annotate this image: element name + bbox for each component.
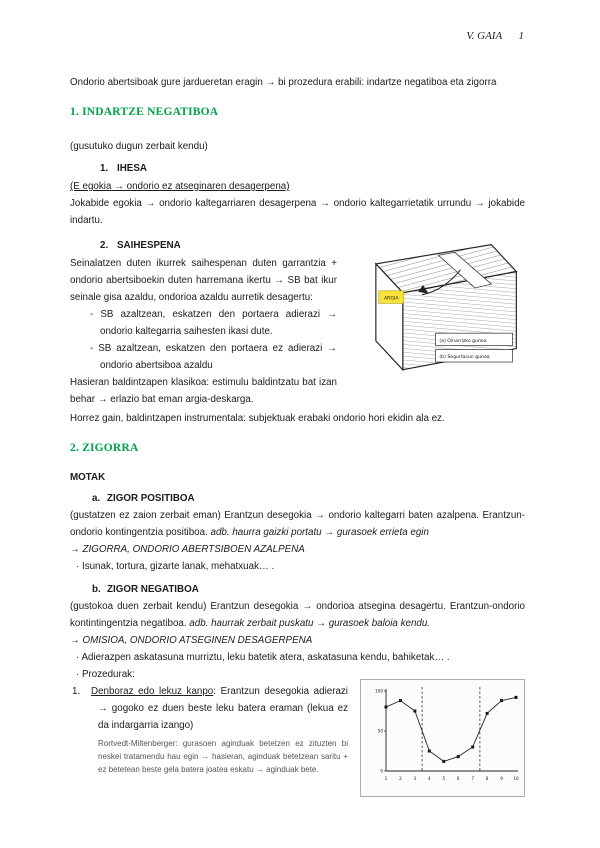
saihespena-bullet-1: - SB azaltzean, eskatzen den portaera adierazi → ondorio kaltegarria saihesten ikasi dute. <box>90 309 337 337</box>
zone-b-label: (b) Segurtasun gunea <box>439 355 490 361</box>
page-header: V. GAIA 1 <box>466 30 524 42</box>
zigor-positiboa-bullet: · Isunak, tortura, gizarte lanak, mehatxuak… . <box>76 561 275 572</box>
list-label: ZIGOR POSITIBOA <box>107 493 195 504</box>
zigor-negatiboa-bullet-1: · Adierazpen askatasuna murriztu, leku batetik atera, askatasuna kendu, bahiketak… . <box>76 652 450 663</box>
saihespena-note: Hasieran baldintzapen klasikoa: estimulu baldintzatu bat izan behar → erlazio bat eman argia-deskarga. <box>70 377 337 405</box>
saihespena-intro: Seinalatzen duten ikurrek saihespenan duten garrantzia + ondorio abertsiboekin duten harremana ikertu → SB bat ikur seinale gisa azaldu, ondorioa azaldu aurretik desagertu: <box>70 258 337 303</box>
saihespena-bullet-2: - SB azaltzean, eskatzen den portaera ez adierazi → ondorio abertsiboa azaldu <box>90 343 337 371</box>
list-item-ihesa <box>70 160 525 177</box>
saihespena-section <box>70 237 525 408</box>
list-number: 2. <box>100 240 109 251</box>
svg-text:1: 1 <box>384 776 388 781</box>
example-italic: adb. haurra gaizki portatu → gurasoek errieta egin <box>210 527 429 538</box>
list-item-zigor-positiboa <box>70 490 525 507</box>
zigor-positiboa-caps: → ZIGORRA, ONDORIO ABERTSIBOEN AZALPENA <box>70 544 305 555</box>
motak-heading: MOTAK <box>70 472 106 483</box>
svg-text:3: 3 <box>413 776 417 781</box>
list-label: ZIGOR NEGATIBOA <box>107 584 199 595</box>
svg-text:7: 7 <box>471 776 475 781</box>
compliance-chart-figure <box>360 679 525 797</box>
procedure-text: : Erantzun desegokia adierazi → gogoko ez duen beste leku batera eraman (lekua ez da indargarria izango) <box>98 686 348 731</box>
procedure-title: Denboraz edo lekuz kanpo <box>91 686 214 697</box>
list-label: IHESA <box>117 163 147 174</box>
svg-text:6: 6 <box>456 776 460 781</box>
example-italic: adb. haurrak zerbait puskatu → gurasoek baloia kendu. <box>189 618 431 629</box>
section2-title: 2. ZIGORRA <box>70 442 139 454</box>
zigor-negatiboa-caps: → OMISIOA, ONDORIO ATSEGINEN DESAGERPENA <box>70 635 313 646</box>
avoidance-chamber-figure <box>347 227 525 397</box>
zone-a-label: (a) Oinarrizko gunea <box>439 338 487 344</box>
zigor-positiboa-body: (gustatzen ez zaion zerbait eman) Erantzun desegokia → ondorio kaltegarri baten azalpena. Erantzun-ondorio kontingentzia positiboa. adb. haurra gaizki portatu → gurasoek errieta egin <box>70 510 525 538</box>
section1-subtitle: (gusutuko dugun zerbait kendu) <box>70 141 208 152</box>
ihesa-definition: (E egokia → ondorio ez atseginaren desagerpena) <box>70 181 290 192</box>
intro-paragraph: Ondorio abertsiboak gure jardueretan eragin → bi prozedura erabili: indartze negatiboa eta zigorra <box>70 77 497 88</box>
svg-text:5: 5 <box>442 776 446 781</box>
svg-text:100: 100 <box>375 688 383 694</box>
list-item-zigor-negatiboa <box>70 581 525 598</box>
zigor-negatiboa-bullet-2: · Prozedurak: <box>76 669 135 680</box>
svg-text:4: 4 <box>427 776 431 781</box>
list-letter: b. <box>92 584 101 595</box>
saihespena-closing: Horrez gain, baldintzapen instrumentala: subjektuak erabaki ondorio hori ekidin ala ez. <box>70 413 445 424</box>
procedure-item-1: 1. Denboraz edo lekuz kanpo: Erantzun desegokia adierazi → gogoko ez duen beste leku batera eraman (lekua ez da indargarria izango) <box>72 686 348 731</box>
svg-text:10: 10 <box>513 776 519 781</box>
ihesa-body: Jokabide egokia → ondorio kaltegarriaren desagerpena → ondorio kaltegarrietatik urrundu → jokabide indartu. <box>70 198 525 226</box>
svg-text:50: 50 <box>377 728 383 734</box>
zigor-negatiboa-body: (gustokoa duen zerbait kendu) Erantzun desegokia → ondorioa atsegina desagertu. Erantzun-ondorio kontintingentzia negatiboa. adb. haurrak zerbait puskatu → gurasoek baloia kendu. <box>70 601 525 629</box>
list-number: 1. <box>100 163 109 174</box>
svg-text:0: 0 <box>380 768 383 774</box>
procedure-section <box>70 683 525 801</box>
section1-title: 1. INDARTZE NEGATIBOA <box>70 106 219 118</box>
light-label: ARGIA <box>384 296 399 302</box>
list-label: SAIHESPENA <box>117 240 181 251</box>
svg-text:2: 2 <box>399 776 402 781</box>
svg-text:9: 9 <box>500 776 503 781</box>
svg-text:8: 8 <box>485 776 489 781</box>
study-note: Rortvedt-Miltenberger: gurasoen aginduak betetzen ez zituzten bi neskei tratamendu hau egin → hasieran, aginduak betetzean saritu + ez betetean beste gela batera joatea eskatu → aginduak bete. <box>98 739 348 774</box>
list-letter: a. <box>92 493 101 504</box>
